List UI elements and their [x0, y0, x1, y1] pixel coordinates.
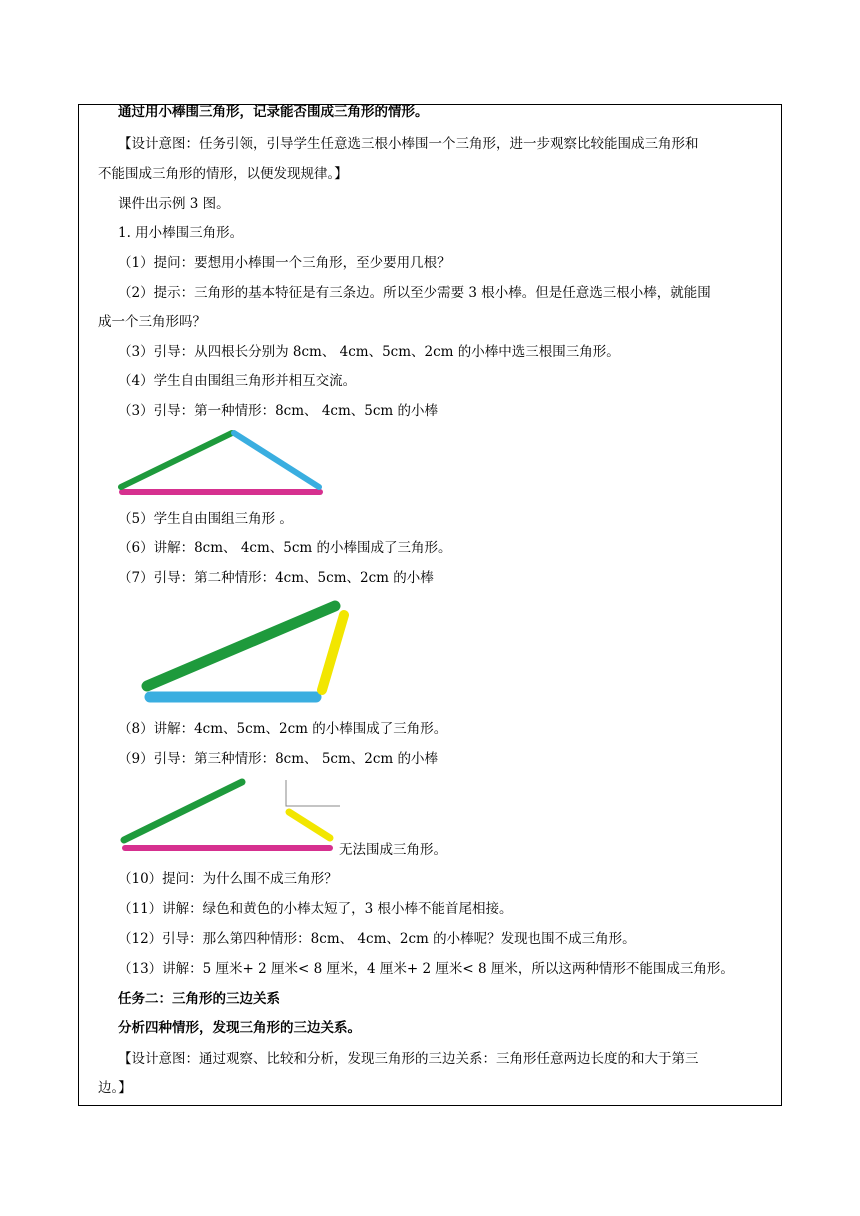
case-2-guide: （7）引导：第二种情形：4cm、5cm、2cm 的小棒 — [118, 570, 434, 586]
task-two-heading: 任务二：三角形的三边关系 — [118, 991, 280, 1007]
guide-12: （12）引导：那么第四种情形：8cm、 4cm、2cm 的小棒呢？发现也围不成三角形。 — [118, 931, 636, 947]
task-heading: 通过用小棒围三角形，记录能否围成三角形的情形。 — [118, 104, 429, 120]
design-intent-line2: 不能围成三角形的情形，以便发现规律。】 — [98, 166, 348, 182]
case-2-explain: （8）讲解：4cm、5cm、2cm 的小棒围成了三角形。 — [118, 721, 448, 737]
explain-11: （11）讲解：绿色和黄色的小棒太短了，3 根小棒不能首尾相接。 — [118, 901, 513, 917]
step-1-heading: 1. 用小棒围三角形。 — [118, 225, 244, 241]
student-activity-2: （5）学生自由围组三角形 。 — [118, 511, 293, 527]
design-intent-2-line2: 边。】 — [98, 1080, 132, 1096]
callout-line — [286, 780, 340, 806]
case-1-guide: （3）引导：第一种情形：8cm、 4cm、5cm 的小棒 — [118, 403, 439, 419]
case-3-guide: （9）引导：第三种情形：8cm、 5cm、2cm 的小棒 — [118, 751, 439, 767]
case-1-explain: （6）讲解：8cm、 4cm、5cm 的小棒围成了三角形。 — [118, 540, 452, 556]
stick-yellow-slanted — [289, 812, 330, 838]
design-intent-line1: 【设计意图：任务引领，引导学生任意选三根小棒围一个三角形，进一步观察比较能围成三角形和 — [118, 136, 699, 152]
task-two-subheading: 分析四种情形，发现三角形的三边关系。 — [118, 1020, 361, 1036]
courseware-line: 课件出示例 3 图。 — [118, 196, 230, 212]
student-activity: （4）学生自由围组三角形并相互交流。 — [118, 373, 357, 389]
hint-line2: 成一个三角形吗？ — [98, 314, 206, 330]
case-3-caption: 无法围成三角形。 — [339, 842, 447, 858]
explain-13: （13）讲解：5 厘米+ 2 厘米< 8 厘米，4 厘米+ 2 厘米< 8 厘米，所以这两种情形不能围成三角形。 — [118, 961, 734, 977]
question-1: （1）提问：要想用小棒围一个三角形，至少要用几根？ — [118, 255, 451, 271]
guide-line: （3）引导：从四根长分别为 8cm、 4cm、5cm、2cm 的小棒中选三根围三角形。 — [118, 344, 620, 360]
question-10: （10）提问：为什么围不成三角形？ — [118, 871, 338, 887]
design-intent-2-line1: 【设计意图：通过观察、比较和分析，发现三角形的三边关系：三角形任意两边长度的和大于第三 — [118, 1051, 699, 1067]
hint-line1: （2）提示：三角形的基本特征是有三条边。所以至少需要 3 根小棒。但是任意选三根小棒，就能围 — [118, 285, 711, 301]
stick-green-slanted — [124, 782, 242, 840]
